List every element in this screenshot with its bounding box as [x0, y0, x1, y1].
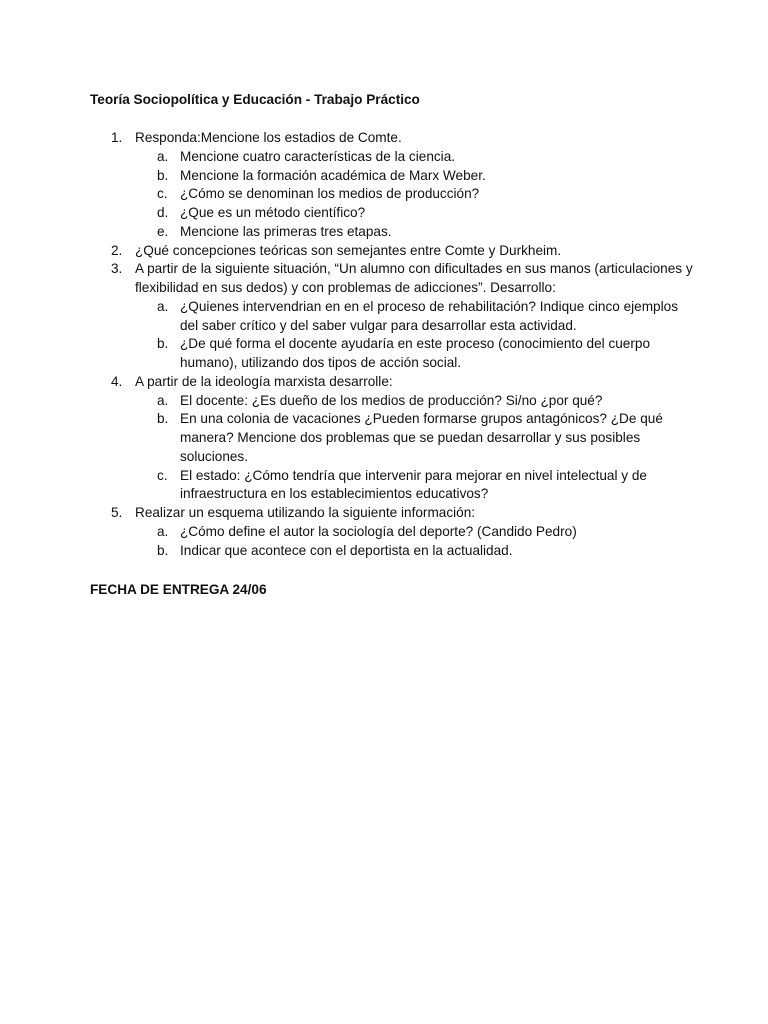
- subquestion-text: ¿Quienes intervendrian en en el proceso de rehabilitación? Indique cinco ejemplos del saber crítico y del saber vulgar para desarrollar esta actividad.: [180, 298, 678, 333]
- subquestion-item: [135, 185, 680, 204]
- subquestion-letter: e.: [157, 223, 169, 239]
- subquestion-text: Mencione cuatro características de la ciencia.: [180, 148, 456, 164]
- subquestion-item: [135, 542, 680, 561]
- subquestion-item: [135, 523, 680, 542]
- question-text: A partir de la ideología marxista desarrolle:: [135, 373, 393, 389]
- subquestion-letter: c.: [157, 186, 168, 202]
- question-item: [0, 260, 695, 373]
- subquestion-letter: d.: [157, 205, 169, 220]
- due-date: FECHA DE ENTREGA 24/06: [90, 582, 267, 597]
- subquestion-item: [135, 204, 680, 223]
- subquestion-text: ¿Que es un método científico?: [180, 205, 366, 220]
- question-number: 3.: [111, 261, 123, 277]
- subquestion-letter: b.: [157, 542, 169, 558]
- subquestion-item: [135, 467, 680, 505]
- question-number: 5.: [111, 505, 123, 520]
- question-text: Realizar un esquema utilizando la siguiente información:: [135, 505, 476, 520]
- document-title: Teoría Sociopolítica y Educación - Trabajo Práctico: [90, 92, 420, 107]
- question-text: ¿Qué concepciones teóricas son semejantes entre Comte y Durkheim.: [135, 242, 562, 258]
- question-item: [0, 504, 695, 560]
- subquestion-letter: a.: [157, 523, 169, 539]
- subquestion-letter: b.: [157, 167, 169, 183]
- subquestion-item: [135, 167, 680, 186]
- subquestion-list: [135, 148, 695, 242]
- question-item: [0, 129, 695, 242]
- subquestion-letter: a.: [157, 148, 169, 164]
- subquestion-item: [135, 410, 700, 466]
- subquestion-text: ¿Cómo define el autor la sociología del deporte? (Candido Pedro): [180, 523, 577, 539]
- subquestion-text: Mencione la formación académica de Marx Weber.: [180, 167, 486, 183]
- subquestion-letter: c.: [157, 467, 168, 483]
- question-number: 2.: [111, 242, 123, 258]
- question-text: A partir de la siguiente situación, “Un alumno con dificultades en sus manos (articulaciones y flexibilidad en sus dedos) y con problemas de adicciones”. Desarrollo:: [135, 261, 693, 295]
- subquestion-text: En una colonia de vacaciones ¿Pueden formarse grupos antagónicos? ¿De qué manera? Mencione dos problemas que se puedan desarrollar y sus posibles soluciones.: [180, 411, 663, 464]
- subquestion-letter: a.: [157, 392, 169, 408]
- subquestion-item: [135, 148, 680, 167]
- subquestion-letter: a.: [157, 298, 169, 314]
- subquestion-text: El docente: ¿Es dueño de los medios de producción? Si/no ¿por qué?: [180, 392, 603, 408]
- question-list: [0, 129, 768, 560]
- subquestion-item: [135, 298, 680, 336]
- subquestion-text: Indicar que acontece con el deportista en la actualidad.: [180, 542, 513, 558]
- subquestion-item: [135, 335, 680, 373]
- subquestion-letter: b.: [157, 411, 169, 427]
- question-item: [0, 373, 695, 504]
- subquestion-text: ¿Cómo se denominan los medios de producción?: [180, 186, 480, 202]
- subquestion-text: Mencione las primeras tres etapas.: [180, 223, 392, 239]
- subquestion-item: [135, 223, 680, 242]
- subquestion-text: ¿De qué forma el docente ayudaría en este proceso (conocimiento del cuerpo humano), utilizando dos tipos de acción social.: [180, 336, 651, 370]
- subquestion-item: [135, 392, 680, 411]
- subquestion-letter: b.: [157, 336, 169, 352]
- question-item: [0, 242, 695, 261]
- subquestion-list: [135, 392, 695, 505]
- subquestion-text: El estado: ¿Cómo tendría que intervenir para mejorar en nivel intelectual y de infraestructura en los establecimientos educativos?: [180, 467, 647, 502]
- subquestion-list: [135, 523, 695, 561]
- question-number: 1.: [111, 130, 123, 145]
- question-number: 4.: [111, 373, 123, 389]
- subquestion-list: [135, 298, 695, 373]
- question-text: Responda:Mencione los estadios de Comte.: [135, 130, 402, 145]
